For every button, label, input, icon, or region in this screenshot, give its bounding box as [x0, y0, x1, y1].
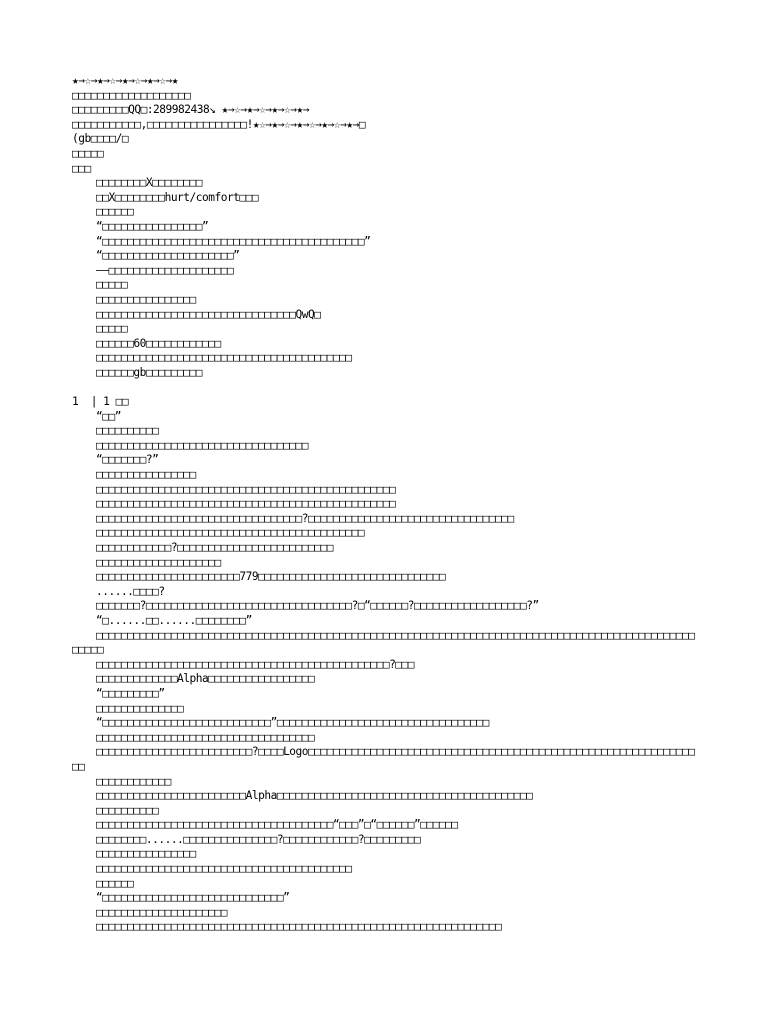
text-line: □□□□□□□□□□□□□□□□□□□□□□□□□□□□□□□□□□□□□□□□□□□□□□□□: [96, 482, 396, 496]
chapter-heading: 1 | 1 □□: [72, 395, 129, 409]
intro-line: □□□□□□□□□□□□□□□□□□□□□□□□□□□□□□□□□□□□□□□□□: [96, 351, 352, 365]
text-line: □□□□□□□□□□□□□□□□□□□□□□□□□□□□□□□□□□: [96, 438, 309, 452]
intro-line: □□□□□□: [96, 205, 134, 219]
text-line: □□□□□□□□□□□□□□□□□□□□□: [96, 905, 227, 919]
text-line: □□□□□□□□□□□□□□□□: [96, 847, 196, 861]
intro-line: □□□□□□60□□□□□□□□□□□□: [96, 336, 221, 350]
text-line: □□□□□□□□□□□□□□□□□□□□□□□□□□□□□□□□□□□□□□□□□: [96, 862, 352, 876]
intro-line: “□□□□□□□□□□□□□□□□□□□□□”: [96, 249, 240, 263]
text-line: □□□□□□□□□□: [96, 424, 159, 438]
intro-line: □□□□□□gb□□□□□□□□□: [96, 365, 203, 379]
chapter-block: [72, 775, 696, 936]
text-line: ......□□□□?: [96, 584, 165, 598]
text-line: □□□□□□□□□□□□□Alpha□□□□□□□□□□□□□□□□□: [96, 672, 315, 686]
text-line: □□□□□□□□□□□□□□□□□□□□□□□779□□□□□□□□□□□□□□□□□□□□□□□□□□□□□□: [96, 570, 446, 584]
text-line: □□□□□□□□□□□□□□□□□□□□□□□□□□□□□□□□□□□□□□□□□□□□□□□□□□□□□□□□□□□□□□□□□: [96, 920, 502, 934]
document-body: [72, 74, 696, 935]
chapter-block: [72, 410, 696, 629]
text-line: □□□□□□□□□□□□□□□□□□□□□□□□□□□□□□□□□?□□□□□□□□□□□□□□□□□□□□□□□□□□□□□□□□□: [96, 511, 514, 525]
text-line: “□□□□□□□□□□□□□□□□□□□□□□□□□□□□□”: [96, 891, 290, 905]
text-line: □□□□□□□□......□□□□□□□□□□□□□□□?□□□□□□□□□□□□?□□□□□□□□□: [96, 832, 421, 846]
intro-line: □□X□□□□□□□□hurt/comfort□□□: [96, 190, 259, 204]
intro-line: “□□□□□□□□□□□□□□□□□□□□□□□□□□□□□□□□□□□□□□□□□□”: [96, 234, 371, 248]
text-line: □□□□□□□□□□□□□□□□□□□□□□□□Alpha□□□□□□□□□□□□□□□□□□□□□□□□□□□□□□□□□□□□□□□□□: [96, 789, 533, 803]
text-line: □□□□□□□□□□□□?□□□□□□□□□□□□□□□□□□□□□□□□□: [96, 541, 333, 554]
header-block: [72, 74, 696, 176]
header-line: ★→☆→★→☆→★→☆→★→☆→★: [72, 74, 179, 87]
text-line: □□□□□□□□□□□□□□□□□□□□□□□□□□□□□□□□□□□□□□□□□□□: [96, 526, 365, 540]
text-line: □□□□□□□□□□□□: [96, 774, 171, 788]
text-line: □□□□□□: [96, 876, 134, 890]
header-line: □□□□□□□□□□□,□□□□□□□□□□□□□□□□!★☆→★→☆→★→☆→★→☆→★→□: [72, 117, 366, 131]
header-line: (gb□□□□/□: [72, 132, 129, 146]
text-line: “□□□□□□□□□□□□□□□□□□□□□□□□□□□”□□□□□□□□□□□□□□□□□□□□□□□□□□□□□□□□□□: [96, 716, 489, 730]
text-line: “□□□□□□□□□”: [96, 686, 165, 700]
text-line: “□□□□□□□?”: [96, 453, 159, 467]
text-line: □□□□□□□?□□□□□□□□□□□□□□□□□□□□□□□□□□□□□□□□□?□“□□□□□□?□□□□□□□□□□□□□□□□□□?”: [96, 599, 539, 613]
text-line: □□□□□□□□□□□□□□□□: [96, 468, 196, 482]
text-line: □□□□□□□□□□: [96, 803, 159, 817]
wrapped-paragraph: □□□□□□□□□□□□□□□□□□□□□□□□□?□□□□Logo□□□□□□□□□□□□□□□□□□□□□□□□□□□□□□□□□□□□□□□□□□□□□□□□□□□□□□□□□□□□□□□□: [72, 745, 695, 773]
wrapped-paragraph: □□□□□□□□□□□□□□□□□□□□□□□□□□□□□□□□□□□□□□□□□□□□□□□□□□□□□□□□□□□□□□□□□□□□□□□□□□□□□□□□□□□□□□□□□□□□□□□□□□□□□: [72, 628, 695, 657]
text-line: □□□□□□□□□□□□□□□□□□□□□□□□□□□□□□□□□□□: [96, 730, 315, 744]
intro-line: □□□□□□□□□□□□□□□□□□□□□□□□□□□□□□□□QwQ□: [96, 307, 321, 321]
intro-line: □□□□□□□□□□□□□□□□: [96, 292, 196, 306]
header-line: □□□□□□□□□□□□□□□□□□□: [72, 88, 191, 102]
intro-block: [72, 176, 696, 380]
intro-line: “□□□□□□□□□□□□□□□□”: [96, 219, 209, 233]
chapter-block: [72, 658, 696, 746]
text-line: □□□□□□□□□□□□□□□□□□□□: [96, 555, 221, 569]
text-line: □□□□□□□□□□□□□□□□□□□□□□□□□□□□□□□□□□□□□□□□□□□□□□□□: [96, 497, 396, 511]
intro-line: □□□□□: [96, 322, 128, 336]
intro-line: ——□□□□□□□□□□□□□□□□□□□□: [96, 263, 234, 277]
header-line: □□□□□: [72, 146, 104, 160]
section-gap: [72, 380, 696, 395]
text-line: □□□□□□□□□□□□□□□□□□□□□□□□□□□□□□□□□□□□□□“□□□”□“□□□□□□”□□□□□□: [96, 818, 458, 832]
header-line: □□□□□□□□□QQ□:289982438↘ ★→☆→★→☆→★→☆→★→: [72, 103, 309, 117]
text-line: □□□□□□□□□□□□□□□□□□□□□□□□□□□□□□□□□□□□□□□□□□□□□□□?□□□: [96, 657, 415, 671]
intro-line: □□□□□□□□X□□□□□□□□: [96, 176, 203, 190]
header-line: □□□: [72, 161, 91, 175]
text-line: □□□□□□□□□□□□□□: [96, 701, 184, 715]
intro-line: □□□□□: [96, 278, 128, 292]
text-line: “□......□□......□□□□□□□□”: [96, 613, 252, 627]
text-line: “□□”: [96, 409, 121, 423]
